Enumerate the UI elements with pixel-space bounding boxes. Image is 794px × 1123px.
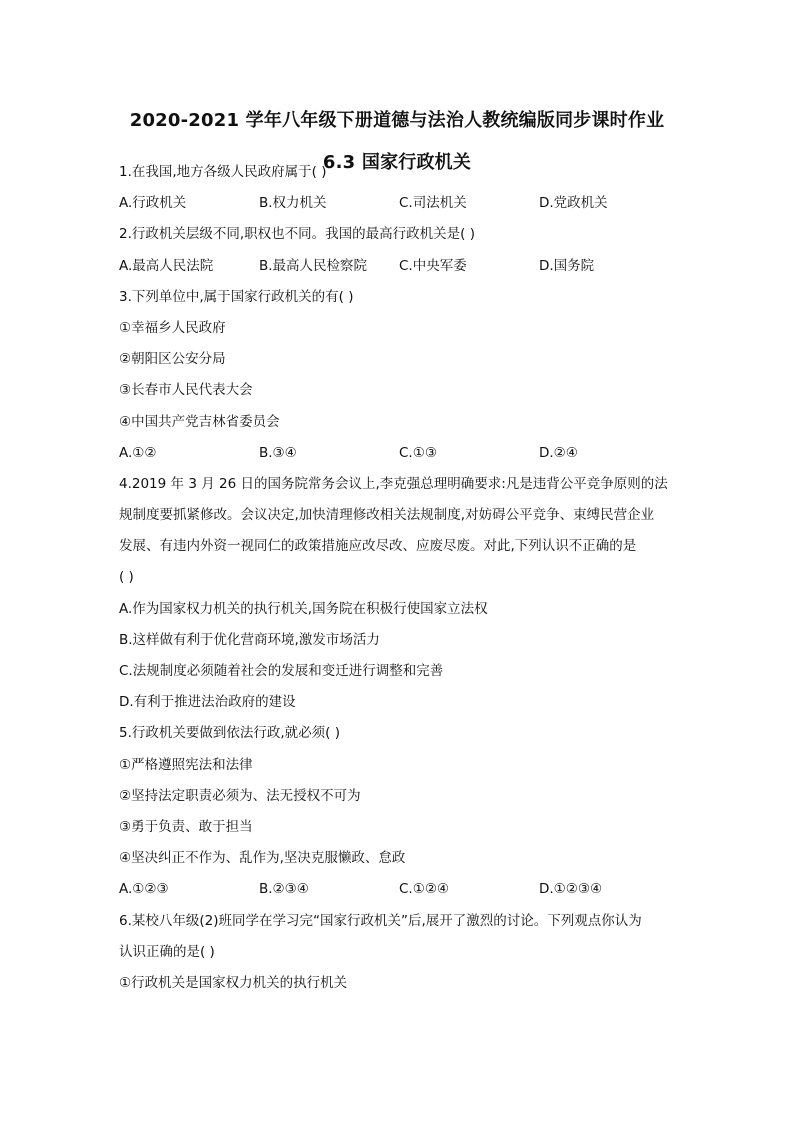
question-3-item-3: ③长春市人民代表大会 [119, 382, 253, 399]
question-list [119, 157, 679, 999]
question-2-option-b: B.最高人民检察院 [259, 257, 368, 274]
question-3-options [119, 438, 679, 469]
question-5-options [119, 874, 679, 905]
question-4-stem-line-4: ( ) [119, 569, 134, 586]
question-2-option-d: D.国务院 [539, 257, 595, 274]
question-3-stem: 3.下列单位中,属于国家行政机关的有( ) [119, 288, 354, 305]
question-2-option-c: C.中央军委 [399, 257, 467, 274]
question-4-option-c: C.法规制度必须随着社会的发展和变迁进行调整和完善 [119, 663, 444, 679]
question-4-stem-line-3: 发展、有违内外资一视同仁的政策措施应改尽改、应废尽废。对此,下列认识不正确的是 [119, 538, 637, 555]
question-1-option-c: C.司法机关 [399, 195, 467, 212]
question-3-option-d: D.②④ [539, 444, 578, 461]
question-1-option-a: A.行政机关 [119, 195, 187, 212]
question-4-stem-line-2: 规制度要抓紧修改。会议决定,加快清理修改相关法规制度,对妨碍公平竞争、束缚民营企业 [119, 507, 655, 524]
question-3-option-a: A.①② [119, 444, 157, 461]
question-5-item-4: ④坚决纠正不作为、乱作为,坚决克服懒政、怠政 [119, 850, 406, 867]
question-2-stem: 2.行政机关层级不同,职权也不同。我国的最高行政机关是( ) [119, 226, 475, 243]
question-6-stem-line-1: 6.某校八年级(2)班同学在学习完“国家行政机关”后,展开了激烈的讨论。下列观点你认为 [119, 912, 642, 929]
question-5-option-c: C.①②④ [399, 881, 450, 898]
question-2-option-a: A.最高人民法院 [119, 257, 214, 274]
question-1-options [119, 188, 679, 219]
question-3-item-1: ①幸福乡人民政府 [119, 319, 226, 336]
question-5-option-d: D.①②③④ [539, 881, 603, 898]
question-2-options [119, 251, 679, 282]
question-6-item-1: ①行政机关是国家权力机关的执行机关 [119, 974, 348, 991]
question-5-item-2: ②坚持法定职责必须为、法无授权不可为 [119, 787, 361, 804]
question-1-option-b: B.权力机关 [259, 195, 327, 212]
question-4-option-b: B.这样做有利于优化营商环境,激发市场活力 [119, 631, 380, 648]
question-1-stem: 1.在我国,地方各级人民政府属于( ) [119, 164, 327, 180]
question-3-item-2: ②朝阳区公安分局 [119, 351, 226, 368]
question-5-option-a: A.①②③ [119, 881, 169, 898]
question-3-option-c: C.①③ [399, 444, 437, 461]
question-4-stem-line-1: 4.2019 年 3 月 26 日的国务院常务会议上,李克强总理明确要求:凡是违背公平竞争原则的法 [119, 475, 668, 492]
question-1-option-d: D.党政机关 [539, 195, 608, 212]
question-6-stem-line-2: 认识正确的是( ) [119, 943, 215, 960]
question-3-option-b: B.③④ [259, 444, 297, 461]
document-title: 2020-2021 学年八年级下册道德与法治人教统编版同步课时作业 [129, 110, 665, 131]
question-4-option-a: A.作为国家权力机关的执行机关,国务院在积极行使国家立法权 [119, 600, 488, 617]
question-3-item-4: ④中国共产党吉林省委员会 [119, 413, 280, 430]
document-subtitle: 6.3 国家行政机关 [322, 152, 472, 173]
question-4-option-d: D.有利于推进法治政府的建设 [119, 694, 296, 711]
question-5-stem: 5.行政机关要做到依法行政,就必须( ) [119, 725, 340, 742]
question-5-option-b: B.②③④ [259, 881, 309, 898]
question-5-item-1: ①严格遵照宪法和法律 [119, 756, 253, 773]
question-5-item-3: ③勇于负责、敢于担当 [119, 818, 253, 835]
